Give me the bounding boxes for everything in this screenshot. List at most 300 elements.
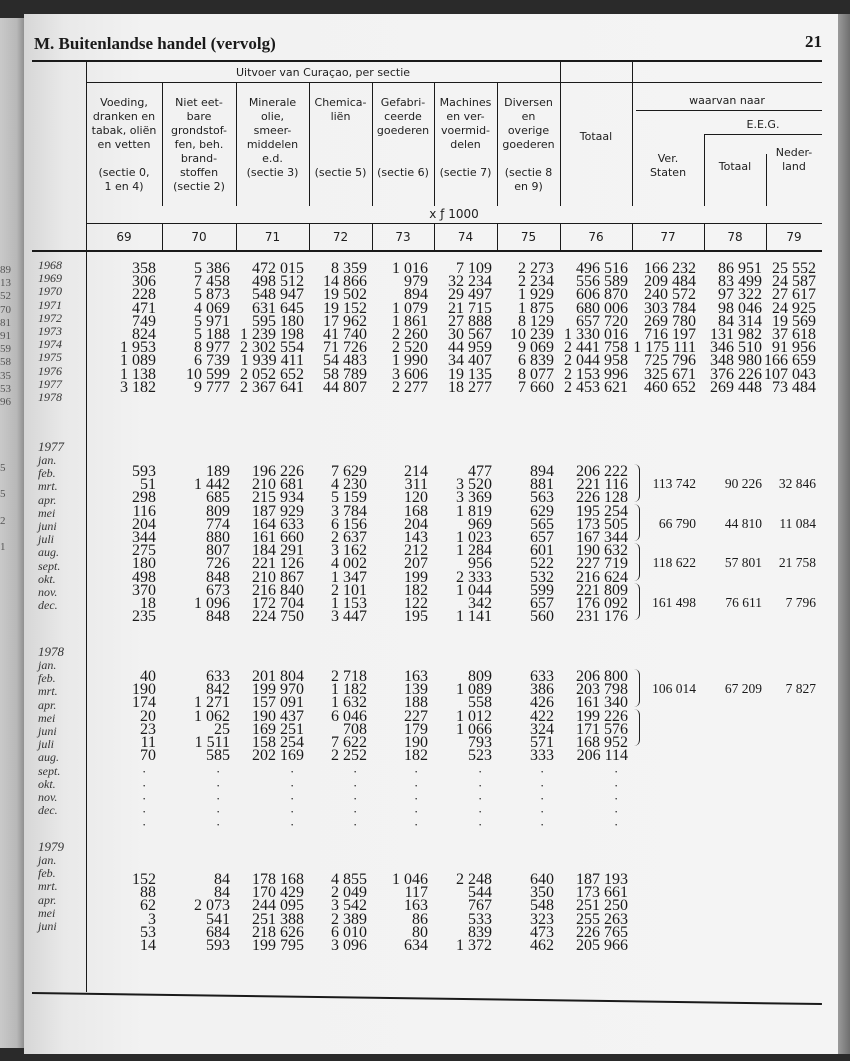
table-cell: 498: [132, 568, 156, 586]
table-cell: 426: [530, 694, 554, 712]
table-cell: 163: [404, 668, 428, 685]
table-cell: 215 934: [252, 489, 304, 507]
table-cell: 210 867: [252, 568, 304, 586]
table-cell: 178 168: [252, 871, 304, 888]
table-cell: 2 052 652: [240, 365, 304, 383]
row-label: dec.: [38, 803, 58, 818]
year-label: 1979: [38, 839, 64, 854]
table-row: [24, 260, 838, 277]
table-cell: 523: [468, 747, 492, 765]
table-cell: 633: [530, 668, 554, 685]
table-row: [24, 476, 838, 494]
column-header: [236, 96, 309, 180]
table-cell: 203 798: [576, 681, 628, 699]
section-rule: [86, 82, 822, 83]
quarter-brace-icon: [634, 504, 640, 542]
table-cell: 1 182: [331, 681, 367, 699]
table-cell: 1 284: [456, 542, 492, 560]
table-cell: 2 333: [456, 568, 492, 586]
colnum-bottom-rule: [32, 250, 822, 252]
quarter-total: 44 810: [724, 515, 762, 531]
table-cell: 1 079: [392, 299, 428, 317]
table-cell: 6 046: [331, 707, 367, 725]
row-label: juni: [38, 724, 57, 739]
table-cell: 227: [404, 707, 428, 725]
table-cell: 809: [206, 502, 230, 520]
page: [24, 14, 838, 1054]
column-header: [766, 146, 822, 174]
table-cell: 1 861: [392, 312, 428, 330]
missing-value-dot: ·: [478, 764, 483, 780]
table-cell: 708: [343, 720, 367, 738]
table-cell: 631 645: [252, 299, 304, 317]
table-cell: 25: [214, 720, 230, 738]
table-row: [24, 595, 838, 612]
table-cell: 58 789: [323, 365, 367, 383]
row-label: feb.: [38, 866, 56, 881]
table-cell: 240 572: [644, 286, 696, 304]
table-cell: 10 599: [186, 365, 230, 383]
missing-value-dot: ·: [614, 777, 619, 793]
table-cell: 2 441 758: [564, 339, 628, 357]
row-label: mei: [38, 905, 56, 920]
column-header-line: land: [782, 160, 806, 173]
table-cell: 563: [530, 489, 554, 507]
table-cell: 24 587: [772, 273, 816, 291]
column-header-line: middelen: [246, 138, 299, 151]
table-cell: 44 807: [323, 378, 367, 396]
adjacent-page-digit: 53: [0, 382, 11, 395]
table-cell: 2 234: [518, 273, 554, 291]
table-row: [24, 720, 838, 738]
table-cell: 342: [468, 595, 492, 612]
table-cell: 209 484: [644, 273, 696, 291]
table-cell: 158 254: [252, 734, 304, 751]
column-header-line: goederen: [502, 138, 555, 151]
row-label: sept.: [38, 763, 61, 778]
column-header-line: Gefabri-: [380, 96, 426, 109]
table-cell: 199 795: [252, 937, 304, 954]
unit-label: x ƒ 1000: [429, 207, 479, 221]
table-cell: 180: [132, 555, 156, 573]
table-cell: 4 230: [331, 476, 367, 494]
table-cell: 131 982: [710, 326, 762, 343]
quarter-brace-icon: [634, 669, 640, 707]
table-cell: 376 226: [710, 365, 762, 383]
missing-value-dot: ·: [540, 764, 545, 780]
quarter-total: 161 498: [652, 595, 696, 610]
table-cell: 809: [468, 668, 492, 685]
column-header: [632, 152, 704, 180]
table-cell: 657 720: [576, 312, 628, 330]
table-cell: 86: [412, 910, 428, 928]
table-cell: 1 511: [194, 734, 230, 751]
table-cell: 4 002: [331, 555, 367, 573]
table-row: [24, 273, 838, 291]
table-cell: 97 322: [718, 286, 762, 304]
row-label: apr.: [38, 892, 57, 907]
column-header-line: voermid-: [440, 124, 491, 137]
table-cell: 170 429: [252, 884, 304, 902]
row-label: okt.: [38, 776, 56, 791]
table-cell: 228: [132, 286, 156, 304]
column-header-line: [86, 152, 162, 166]
table-cell: 176 092: [576, 595, 628, 612]
row-label: mei: [38, 710, 56, 725]
table-cell: 1 442: [194, 476, 230, 494]
table-cell: 422: [530, 707, 554, 725]
table-cell: 71 726: [323, 339, 367, 357]
table-cell: 18 277: [448, 378, 492, 396]
row-label: nov.: [38, 790, 58, 805]
table-row: [24, 363, 838, 383]
table-cell: 2 273: [518, 260, 554, 277]
column-header-line: [497, 152, 560, 166]
quarter-total: 67 209: [724, 681, 762, 697]
column-header-line: olie,: [260, 110, 285, 123]
colnum-top-rule: [86, 223, 822, 224]
row-label: 1978: [38, 390, 62, 405]
table-cell: 5 873: [194, 286, 230, 304]
table-row: [24, 937, 838, 954]
table-cell: 1 016: [392, 260, 428, 277]
table-row: [24, 707, 838, 725]
row-label: jan.: [38, 853, 57, 867]
table-cell: 70: [140, 747, 156, 765]
missing-value-dot: ·: [614, 790, 619, 806]
table-cell: 1 875: [518, 299, 554, 317]
table-cell: 324: [530, 720, 554, 738]
table-cell: 53: [140, 923, 156, 941]
table-cell: 2 453 621: [564, 378, 628, 396]
table-cell: 204: [404, 515, 428, 533]
table-cell: 98 046: [718, 299, 762, 317]
column-header-line: brand-: [180, 152, 218, 165]
missing-value-dot: ·: [540, 804, 545, 819]
table-cell: 227 719: [576, 555, 628, 573]
column-header-line: Diversen: [504, 96, 553, 109]
table-cell: 1 012: [456, 707, 492, 725]
page-title: M. Buitenlandse handel (vervolg): [34, 34, 276, 53]
table-cell: 14 866: [323, 273, 367, 291]
table-cell: 565: [530, 515, 554, 533]
table-cell: 2 153 996: [564, 365, 628, 383]
table-cell: 216 840: [252, 581, 304, 599]
table-cell: 323: [530, 910, 554, 928]
table-cell: 477: [468, 463, 492, 480]
table-cell: 157 091: [252, 694, 304, 712]
missing-value-dot: ·: [414, 817, 419, 833]
table-cell: 1 153: [331, 595, 367, 612]
table-cell: 190: [132, 681, 156, 699]
table-cell: 167 344: [576, 529, 628, 546]
table-cell: 2 044 958: [564, 352, 628, 370]
table-cell: 472 015: [252, 260, 304, 277]
table-cell: 2 252: [331, 747, 367, 765]
table-cell: 1 066: [456, 720, 492, 738]
row-label: feb.: [38, 671, 56, 686]
table-cell: 7 660: [518, 378, 554, 396]
table-cell: 848: [206, 608, 230, 626]
table-cell: 839: [468, 923, 492, 941]
table-cell: 40: [140, 668, 156, 685]
table-row: [24, 529, 838, 546]
column-header-line: [309, 124, 372, 138]
missing-value-dot: ·: [414, 777, 419, 793]
table-cell: 173 661: [576, 884, 628, 902]
row-label: 1969: [38, 271, 62, 286]
table-cell: 275: [132, 542, 156, 560]
table-cell: 216 624: [576, 568, 628, 586]
table-cell: 120: [404, 489, 428, 507]
table-cell: 27 617: [772, 286, 816, 304]
table-cell: 83 499: [718, 273, 762, 291]
table-cell: 460 652: [644, 378, 696, 396]
table-cell: 251 388: [252, 910, 304, 928]
table-cell: 24 925: [772, 299, 816, 317]
adjacent-page-digit: 96: [0, 396, 11, 408]
table-cell: 3 447: [331, 608, 367, 626]
missing-value-dot: ·: [142, 817, 147, 833]
missing-value-dot: ·: [414, 804, 419, 819]
table-cell: 255 263: [576, 910, 628, 928]
table-cell: 206 114: [576, 747, 628, 765]
table-cell: 122: [404, 595, 428, 612]
table-cell: 325 671: [644, 365, 696, 383]
table-cell: 1 175 111: [633, 339, 696, 357]
table-cell: 14: [140, 937, 156, 954]
table-row: [24, 668, 838, 685]
row-label: mrt.: [38, 479, 58, 494]
table-cell: 5 971: [194, 312, 230, 330]
table-cell: 5 386: [194, 260, 230, 277]
table-cell: 793: [468, 734, 492, 751]
table-cell: 6 839: [518, 352, 554, 370]
row-label: 1973: [38, 324, 62, 339]
table-cell: 224 750: [252, 608, 304, 626]
year-label: 1977: [38, 439, 64, 454]
adjacent-page-digit: 1: [0, 541, 6, 554]
col-divider: [632, 62, 633, 206]
row-label: 1977: [38, 376, 62, 391]
table-cell: 1 239 198: [240, 326, 304, 343]
table-cell: 496 516: [576, 260, 628, 277]
table-cell: 41 740: [323, 326, 367, 343]
table-row: [24, 568, 838, 586]
column-header-line: Niet eet-: [175, 96, 223, 109]
row-label: apr.: [38, 492, 57, 507]
table-cell: 824: [132, 326, 156, 343]
table-cell: 726: [206, 555, 230, 573]
adjacent-page-digit: 58: [0, 356, 11, 369]
table-cell: 269 780: [644, 312, 696, 330]
table-cell: 4 069: [194, 299, 230, 317]
quarter-brace-icon: [634, 583, 640, 621]
table-cell: 1 096: [194, 595, 230, 612]
missing-value-dot: ·: [290, 764, 295, 780]
column-number: 72: [332, 230, 349, 244]
row-label: juli: [38, 737, 55, 752]
table-cell: 749: [132, 312, 156, 330]
missing-value-dot: ·: [478, 790, 483, 806]
table-row: [24, 923, 838, 941]
column-header: [434, 96, 497, 180]
table-cell: 956: [468, 555, 492, 573]
column-header: [704, 160, 766, 174]
table-cell: 548: [530, 897, 554, 915]
table-row: [24, 734, 838, 751]
table-cell: 560: [530, 608, 554, 626]
table-cell: 2 049: [331, 884, 367, 902]
table-cell: 311: [404, 476, 428, 494]
row-label: nov.: [38, 585, 58, 600]
quarter-total: 7 827: [785, 681, 816, 697]
missing-value-dot: ·: [290, 804, 295, 819]
table-cell: 2 101: [331, 581, 367, 599]
table-cell: 32 234: [448, 273, 492, 291]
table-cell: 807: [206, 542, 230, 560]
quarter-total: 21 758: [778, 555, 816, 571]
table-cell: 29 497: [448, 286, 492, 304]
table-row: [24, 608, 838, 626]
table-cell: 172 704: [252, 595, 304, 612]
column-header-line: [372, 152, 434, 166]
column-header-line: (sectie 3): [246, 166, 299, 179]
column-header-line: [372, 138, 434, 152]
column-header-line: liën: [330, 110, 351, 123]
table-cell: 84: [214, 884, 230, 902]
table-cell: 601: [530, 542, 554, 560]
adjacent-page-digit: 59: [0, 343, 11, 356]
table-cell: 634: [404, 937, 428, 954]
table-cell: 231 176: [576, 608, 628, 626]
quarter-total: 118 622: [652, 555, 696, 571]
column-header-line: overige: [507, 124, 550, 137]
table-cell: 179: [404, 720, 428, 738]
quarter-brace-icon: [634, 709, 640, 747]
table-cell: 5 188: [194, 326, 230, 343]
table-cell: 143: [404, 529, 428, 546]
table-cell: 117: [404, 884, 428, 902]
missing-value-dot: ·: [290, 790, 295, 806]
table-row: [24, 352, 838, 370]
table-cell: 1 372: [456, 937, 492, 954]
missing-value-dot: ·: [142, 790, 147, 806]
table-cell: 19 569: [772, 312, 816, 330]
table-cell: 1 062: [194, 707, 230, 725]
missing-value-dot: ·: [142, 764, 147, 780]
table-cell: 606 870: [576, 286, 628, 304]
table-cell: 2 260: [392, 326, 428, 343]
table-cell: 187 929: [252, 502, 304, 520]
table-cell: 969: [468, 515, 492, 533]
column-header: [86, 96, 162, 194]
quarter-total: 66 790: [658, 515, 696, 531]
column-header-line: Machines: [439, 96, 492, 109]
adjacent-page-digit: 52: [0, 290, 11, 303]
table-cell: 2 637: [331, 529, 367, 546]
table-row: [24, 376, 838, 396]
column-header-line: Voeding,: [100, 96, 148, 109]
table-row: [24, 694, 838, 712]
table-cell: 235: [132, 608, 156, 626]
column-header-line: e.d.: [262, 152, 283, 165]
table-cell: 358: [132, 260, 156, 277]
table-cell: 199 226: [576, 707, 628, 725]
table-cell: 8 129: [518, 312, 554, 330]
table-row: [24, 502, 838, 520]
table-cell: 558: [468, 694, 492, 712]
column-header: [372, 96, 434, 180]
column-number: 70: [191, 230, 207, 244]
table-cell: 204: [132, 515, 156, 533]
table-cell: 842: [206, 681, 230, 699]
table-cell: 2 277: [392, 378, 428, 396]
missing-value-dot: ·: [290, 777, 295, 793]
page-number: 21: [805, 32, 822, 51]
table-cell: 2 073: [194, 897, 230, 915]
table-cell: 8 359: [331, 260, 367, 277]
column-header: [560, 130, 632, 144]
table-cell: 171 576: [576, 720, 628, 738]
eeg-header: E.E.G.: [746, 118, 780, 131]
missing-value-dot: ·: [353, 764, 358, 780]
table-cell: 11: [140, 734, 156, 751]
table-cell: 207: [404, 555, 428, 573]
table-cell: 979: [404, 273, 428, 291]
table-cell: 195 254: [576, 502, 628, 520]
column-header-line: Neder-: [775, 146, 813, 159]
column-number: 75: [520, 230, 537, 244]
missing-value-dot: ·: [142, 804, 147, 819]
row-label: 1972: [38, 310, 62, 325]
column-header-line: Minerale: [248, 96, 297, 109]
missing-value-dot: ·: [353, 817, 358, 833]
table-cell: 350: [530, 884, 554, 902]
table-cell: 684: [206, 923, 230, 941]
table-cell: 1 990: [392, 352, 428, 370]
quarter-total: 11 084: [779, 515, 816, 531]
table-cell: 2 248: [456, 871, 492, 888]
table-cell: 685: [206, 489, 230, 507]
missing-value-dot: ·: [353, 804, 358, 819]
table-cell: 6 156: [331, 515, 367, 533]
table-cell: 195: [404, 608, 428, 626]
table-cell: 633: [206, 668, 230, 685]
table-cell: 640: [530, 871, 554, 888]
column-header-line: 1 en 4): [104, 180, 144, 193]
column-header-line: (sectie 8: [504, 166, 553, 179]
table-cell: 169 251: [252, 720, 304, 738]
table-row: [24, 555, 838, 573]
table-cell: 19 135: [448, 365, 492, 383]
table-cell: 370: [132, 581, 156, 599]
table-cell: 25 552: [772, 260, 816, 277]
row-label: jan.: [38, 453, 57, 467]
row-label: juni: [38, 919, 57, 934]
missing-value-dot: ·: [353, 790, 358, 806]
table-cell: 221 809: [576, 581, 628, 599]
table-cell: 725 796: [644, 352, 696, 370]
quarter-total: 7 796: [785, 595, 816, 610]
table-cell: 44 959: [448, 339, 492, 357]
table-cell: 139: [404, 681, 428, 699]
missing-value-dot: ·: [216, 777, 221, 793]
table-cell: 3 542: [331, 897, 367, 915]
table-cell: 62: [140, 897, 156, 915]
column-number: 76: [588, 230, 604, 244]
table-cell: 1 138: [120, 365, 156, 383]
